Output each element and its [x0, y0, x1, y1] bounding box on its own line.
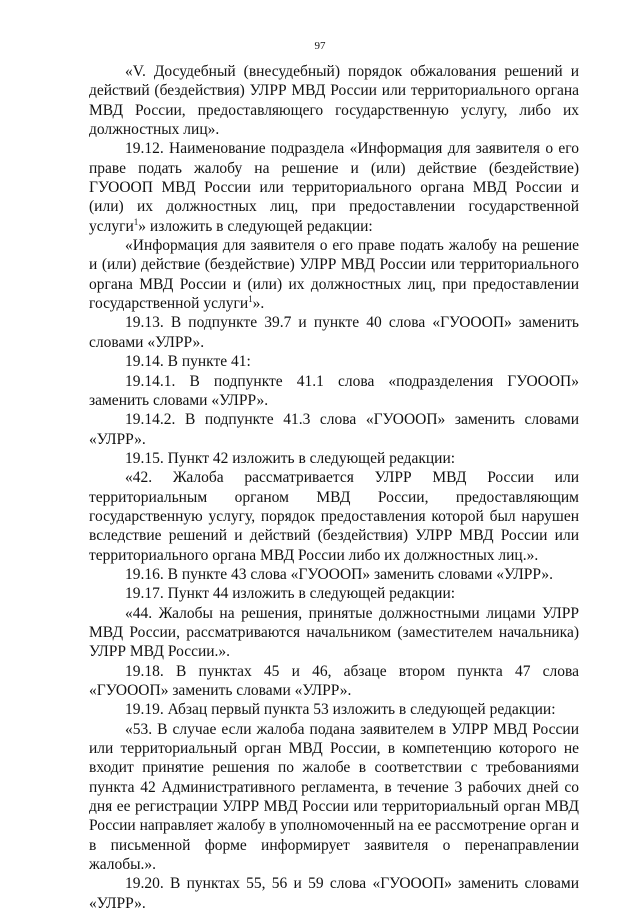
paragraph-new-heading [89, 236, 579, 313]
paragraph-19-15 [89, 449, 579, 468]
paragraph-text: «Информация для заявителя о его праве подать жалобу на решение и (или) действие (бездействие) УЛРР МВД России или территориального органа МВД России и (или) их должностных лиц, при предоставлении государственной услуги [89, 237, 579, 313]
paragraph-text: 19.16. В пункте 43 слова «ГУОООП» заменить словами «УЛРР». [125, 565, 554, 583]
paragraph-text: 19.14.1. В подпункте 41.1 слова «подразделения ГУОООП» заменить словами «УЛРР». [89, 372, 579, 409]
document-body [89, 62, 579, 913]
paragraph-19-19 [89, 700, 579, 719]
paragraph-19-18 [89, 662, 579, 701]
paragraph-item-44 [89, 604, 579, 662]
paragraph-text: 19.17. Пункт 44 изложить в следующей редакции: [125, 585, 456, 603]
paragraph-text: 19.18. В пунктах 45 и 46, абзаце втором пункта 47 слова «ГУОООП» заменить словами «УЛРР». [89, 662, 579, 699]
footnote-mark: 1 [248, 293, 253, 304]
paragraph-text: «53. В случае если жалоба подана заявителем в УЛРР МВД России или территориальный орган МВД России, в компетенцию которого не входит принятие решения по жалобе в соответствии с требованиями пункта 42 Административного регламента, в течение 3 рабочих дней со дня ее регистрации УЛРР МВД России или территориальный орган МВД России направляет жалобу в уполномоченный на ее рассмотрение орган и в письменной форме информирует заявителя о перенаправлении жалобы.». [89, 720, 579, 874]
paragraph-19-20 [89, 874, 579, 913]
paragraph-tail: » изложить в следующей редакции: [138, 217, 373, 235]
paragraph-text: 19.13. В подпункте 39.7 и пункте 40 слова «ГУОООП» заменить словами «УЛРР». [89, 314, 579, 351]
paragraph-text: «42. Жалоба рассматривается УЛРР МВД России или территориальным органом МВД России, предоставляющим государственную услугу, порядок предоставления которой был нарушен вследствие решений и действий (бездействия) УЛРР МВД России или территориального органа МВД России либо их должностных лиц.». [89, 469, 579, 564]
paragraph-text: «V. Досудебный (внесудебный) порядок обжалования решений и действий (бездействия) УЛРР МВД России или территориального органа МВД России, предоставляющего государственную услугу, либо их должностных лиц». [89, 63, 579, 139]
paragraph-19-14 [89, 352, 579, 371]
paragraph-19-12 [89, 139, 579, 236]
paragraph-19-14-1 [89, 372, 579, 411]
paragraph-item-53 [89, 720, 579, 875]
paragraph-text: 19.14. В пункте 41: [125, 353, 251, 371]
paragraph-text: «44. Жалобы на решения, принятые должностными лицами УЛРР МВД России, рассматриваются начальником (заместителем начальника) УЛРР МВД России.». [89, 604, 579, 661]
paragraph-text: 19.20. В пунктах 55, 56 и 59 слова «ГУОООП» заменить словами «УЛРР». [89, 875, 579, 912]
paragraph-text: 19.15. Пункт 42 изложить в следующей редакции: [125, 449, 456, 467]
paragraph-item-42 [89, 468, 579, 565]
paragraph-text: 19.14.2. В подпункте 41.3 слова «ГУОООП» заменить словами «УЛРР». [89, 411, 579, 448]
paragraph-text: 19.19. Абзац первый пункта 53 изложить в следующей редакции: [125, 701, 556, 719]
paragraph-19-13 [89, 313, 579, 352]
paragraph-19-16 [89, 565, 579, 584]
paragraph-text: 19.12. Наименование подраздела «Информация для заявителя о его праве подать жалобу на решение и (или) действие (бездействие) ГУОООП МВД России или территориального органа МВД России и (или) их должностных лиц, при предоставлении государственной услуги [89, 140, 579, 235]
paragraph-tail: ». [252, 295, 265, 313]
paragraph-19-14-2 [89, 410, 579, 449]
paragraph-19-17 [89, 584, 579, 603]
footnote-mark: 1 [133, 216, 139, 227]
page-number: 97 [314, 40, 326, 52]
paragraph-section-v-title [89, 62, 579, 139]
